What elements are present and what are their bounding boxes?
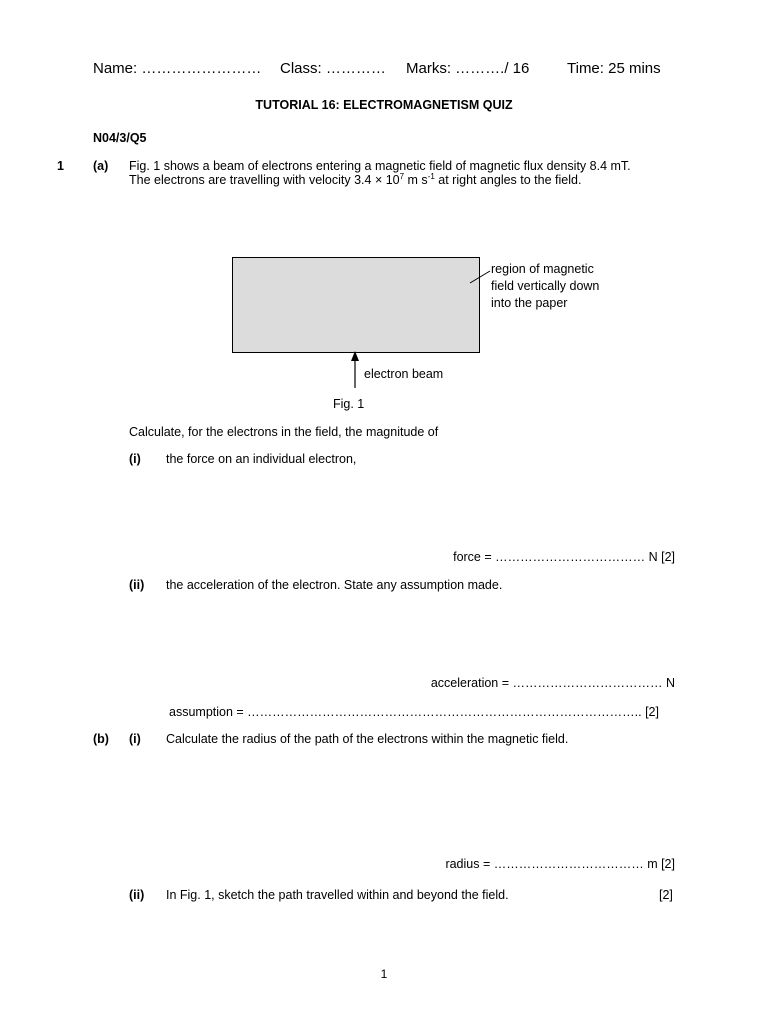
part-b-i-text: Calculate the radius of the path of the electrons within the magnetic field. <box>166 732 569 746</box>
time-field: Time: 25 mins <box>567 60 661 77</box>
assumption-answer-line: assumption = ………………………………………………………………………………….. [2] <box>169 705 659 719</box>
part-b-ii-text: In Fig. 1, sketch the path travelled within and beyond the field. <box>166 888 509 902</box>
part-i-label: (i) <box>129 452 141 466</box>
electron-beam-arrowhead <box>351 351 359 361</box>
page-number: 1 <box>380 967 388 981</box>
part-b-ii-marks: [2] <box>659 888 673 902</box>
marks-field: Marks: ………./ 16 <box>406 60 530 77</box>
region-label-line2: field vertically down <box>491 279 600 293</box>
part-ii-text: the acceleration of the electron. State any assumption made. <box>166 578 503 592</box>
question-number: 1 <box>57 159 64 173</box>
part-ii-label: (ii) <box>129 578 145 592</box>
region-label-line3: into the paper <box>491 296 568 310</box>
page-title: TUTORIAL 16: ELECTROMAGNETISM QUIZ <box>255 98 513 112</box>
acceleration-answer-line: acceleration = ……………………………… N <box>430 676 675 690</box>
question-reference: N04/3/Q5 <box>93 131 147 145</box>
region-label-line1: region of magnetic <box>491 262 594 276</box>
part-a-text-line1: Fig. 1 shows a beam of electrons entering a magnetic field of magnetic flux density 8.4 mT. <box>129 159 631 173</box>
electron-beam-label: electron beam <box>364 367 444 381</box>
class-field: Class: ………… <box>280 60 386 77</box>
part-b-ii-label: (ii) <box>129 888 145 902</box>
part-i-text: the force on an individual electron, <box>166 452 357 466</box>
radius-answer-line: radius = ……………………………… m [2] <box>445 857 675 871</box>
calculate-intro: Calculate, for the electrons in the field, the magnitude of <box>129 425 439 439</box>
force-answer-line: force = ……………………………… N [2] <box>453 550 675 564</box>
part-b-i-label: (i) <box>129 732 141 746</box>
part-b-label: (b) <box>93 732 109 746</box>
figure-caption: Fig. 1 <box>333 397 365 411</box>
name-field: Name: …………………… <box>93 60 262 77</box>
region-label-leader <box>470 271 490 283</box>
part-a-label: (a) <box>93 159 109 173</box>
part-a-text-line2: The electrons are travelling with velocity $3.4 \times 10^7$ m $s^{-1}$ at right angles to the field. <box>129 171 582 187</box>
